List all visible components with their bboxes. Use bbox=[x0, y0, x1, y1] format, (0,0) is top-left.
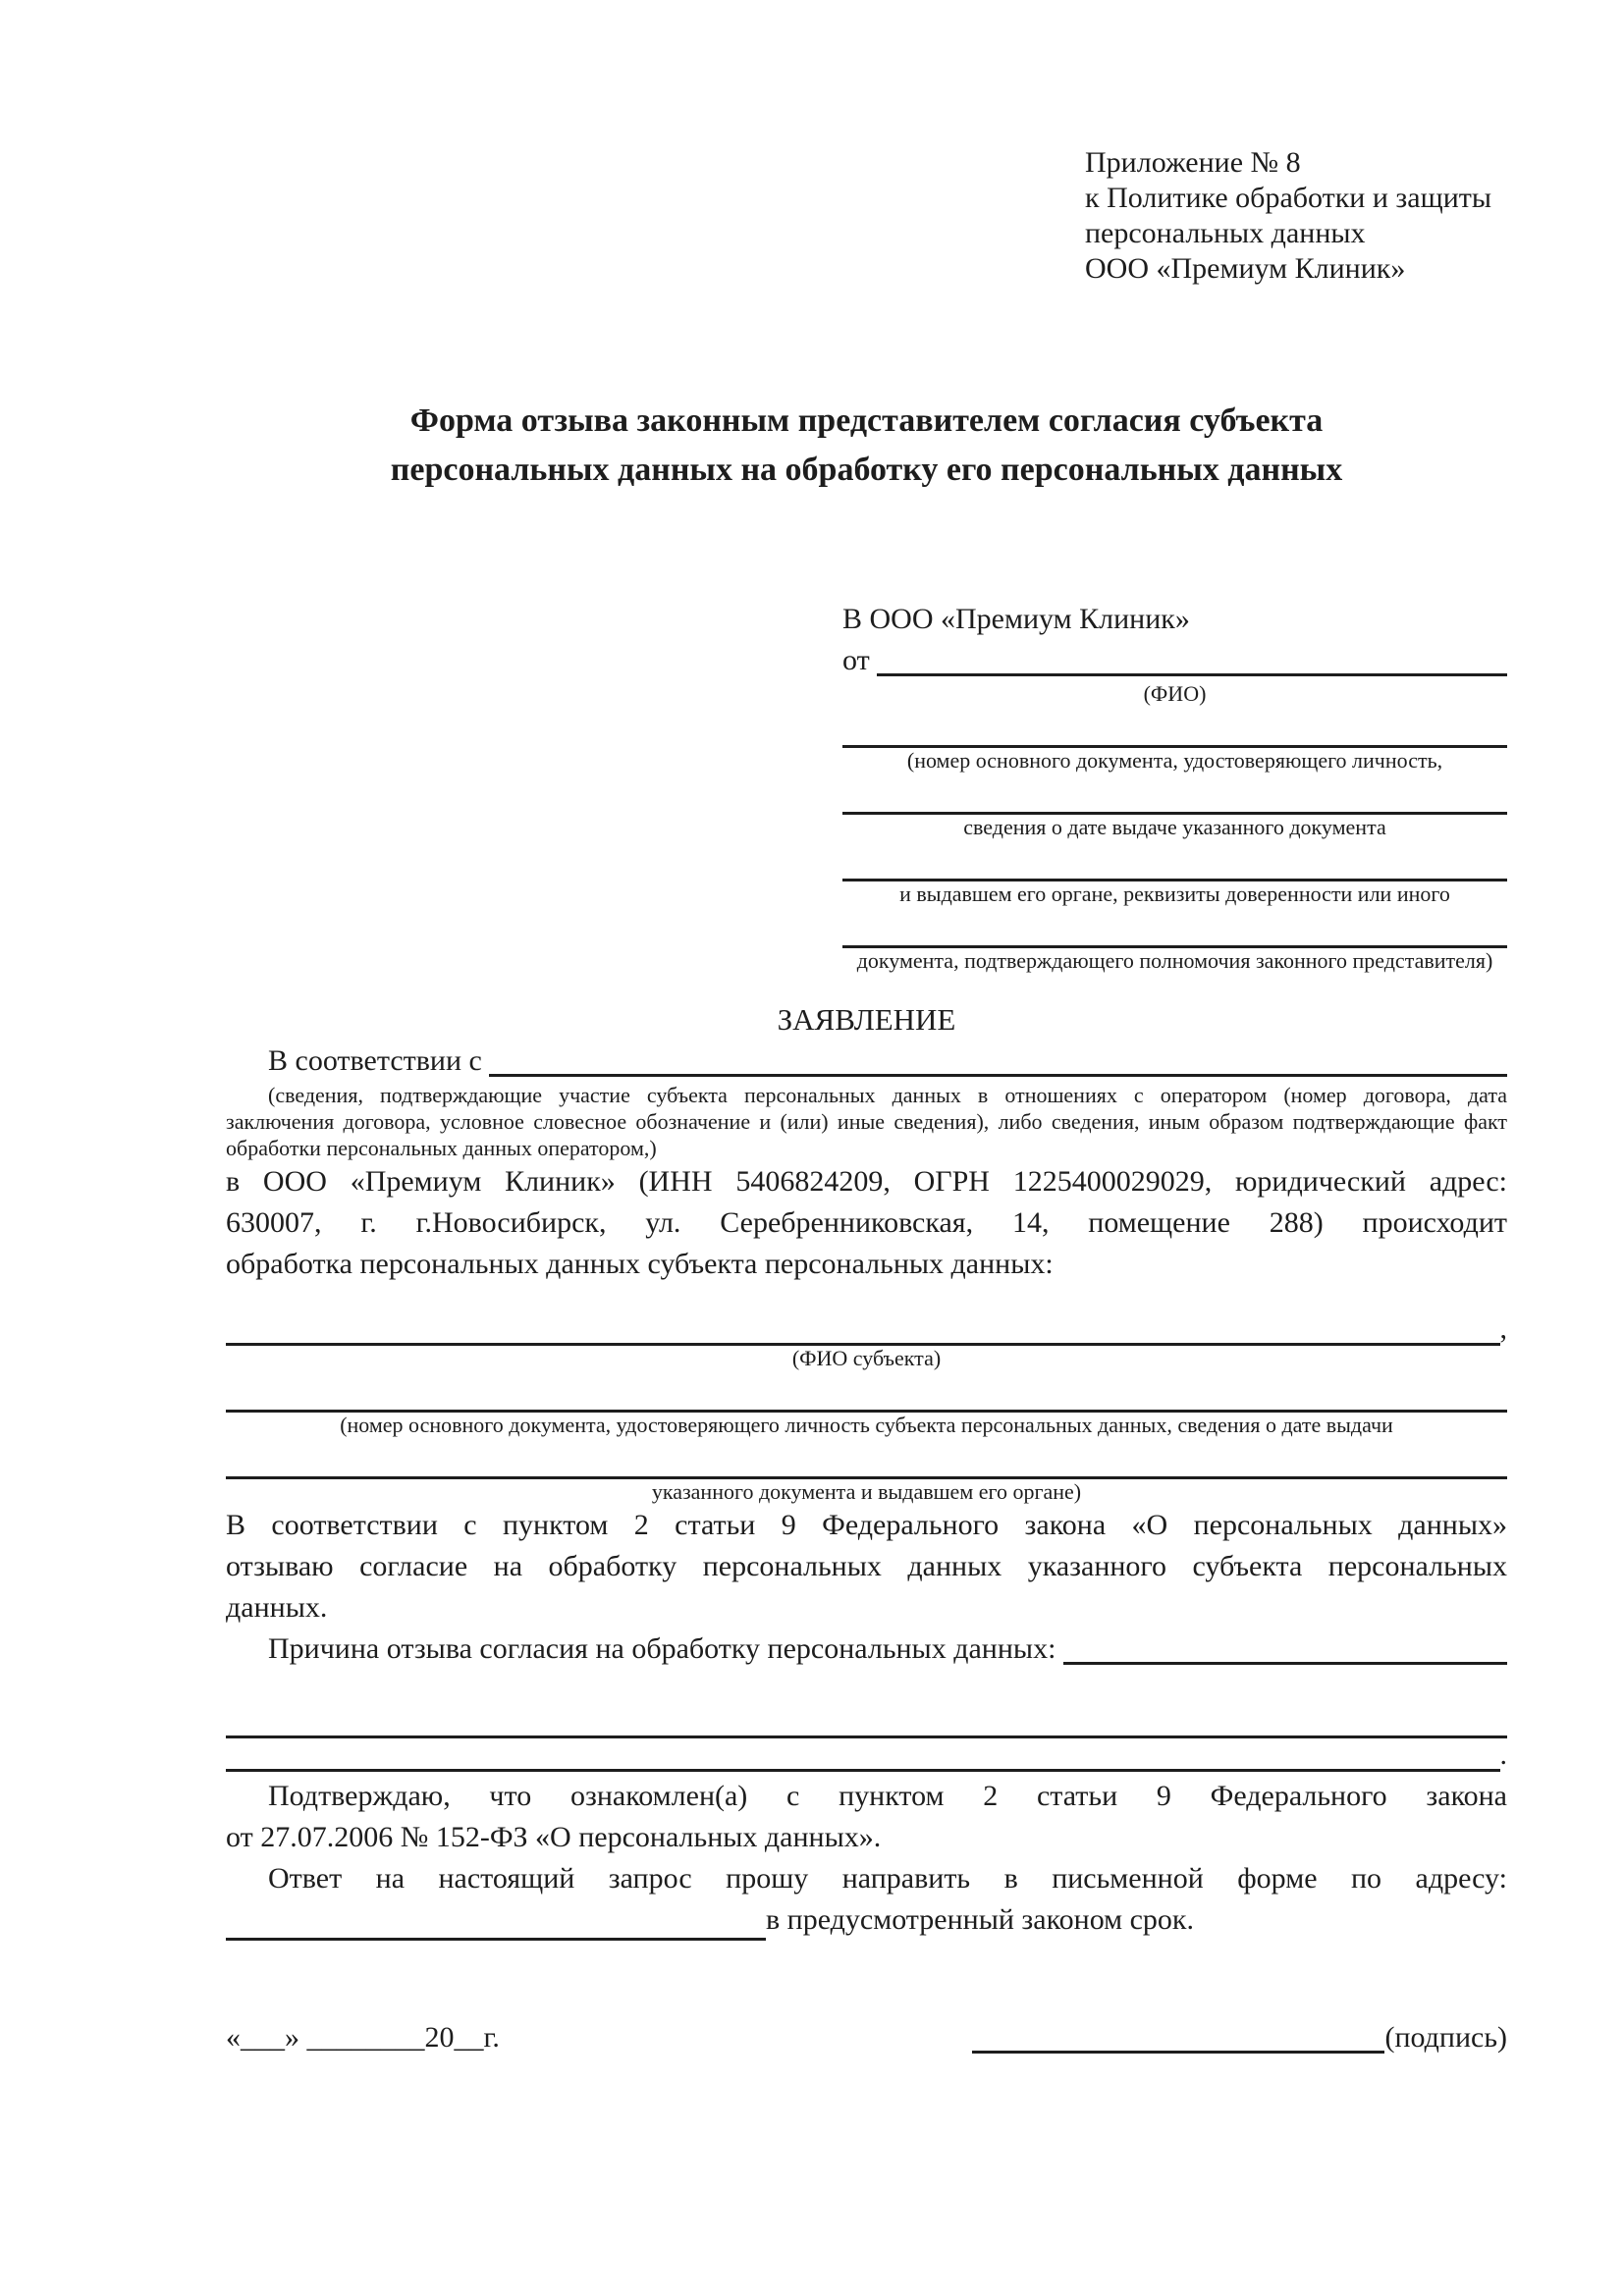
field-caption: (номер основного документа, удостоверяющего личность, bbox=[906, 748, 1443, 773]
addressee-field-row bbox=[842, 913, 1507, 974]
accordance-caption bbox=[226, 1082, 1507, 1161]
signature-caption: (подпись) bbox=[1384, 2021, 1507, 2054]
accordance-fill-line bbox=[489, 1073, 1507, 1077]
accordance-caption-line: обработки персональных данных оператором,) bbox=[226, 1136, 657, 1160]
signature-line bbox=[972, 2051, 1384, 2054]
reply-address-row bbox=[226, 1899, 1507, 1941]
statement-heading: ЗАЯВЛЕНИЕ bbox=[777, 1002, 956, 1037]
acknowledgement-paragraph bbox=[226, 1776, 1507, 1858]
addressee-field-row bbox=[842, 713, 1507, 774]
addressee-block bbox=[842, 599, 1507, 974]
from-fill-line bbox=[877, 672, 1507, 676]
appendix-line: к Политике обработки и защиты bbox=[1085, 182, 1492, 214]
field-write-line bbox=[842, 846, 1507, 881]
appendix-block bbox=[1085, 145, 1507, 287]
field-write-line bbox=[842, 713, 1507, 748]
field-caption: документа, подтверждающего полномочия законного представителя) bbox=[856, 948, 1493, 973]
title-line-2: персональных данных на обработку его персональных данных bbox=[390, 452, 1343, 488]
document-title bbox=[226, 397, 1507, 495]
reason-row bbox=[226, 1629, 1507, 1670]
reason-blank-line-1 bbox=[226, 1703, 1507, 1738]
signature-block bbox=[972, 2017, 1507, 2058]
reason-label: Причина отзыва согласия на обработку персональных данных: bbox=[268, 1632, 1063, 1665]
field-write-line bbox=[842, 913, 1507, 948]
date-line: «___» ________20__г. bbox=[226, 2021, 500, 2054]
appendix-line: персональных данных bbox=[1085, 217, 1366, 249]
appendix-line: ООО «Премиум Клиник» bbox=[1085, 252, 1406, 285]
accordance-caption-line: (сведения, подтверждающие участие субъекта персональных данных в отношениях с оператором (номер договора, дата bbox=[268, 1083, 1507, 1107]
operator-paragraph-line: 630007, г. г.Новосибирск, ул. Серебренниковская, 14, помещение 288) происходит bbox=[226, 1206, 1507, 1239]
appendix-line: Приложение № 8 bbox=[1085, 146, 1301, 179]
field-write-line bbox=[842, 779, 1507, 815]
reply-paragraph-line-1: Ответ на настоящий запрос прошу направить в письменной форме по адресу: bbox=[268, 1862, 1507, 1895]
operator-paragraph bbox=[226, 1161, 1507, 1285]
withdrawal-paragraph-line: В соответствии с пунктом 2 статьи 9 Федерального закона «О персональных данных» bbox=[226, 1509, 1507, 1541]
reason-blank-line-2 bbox=[226, 1768, 1500, 1772]
fio-caption: (ФИО) bbox=[1143, 681, 1207, 706]
accordance-label: В соответствии с bbox=[268, 1044, 490, 1077]
reply-paragraph-line-2: в предусмотренный законом срок. bbox=[766, 1903, 1194, 1936]
withdrawal-paragraph-line: отзываю согласие на обработку персональных данных указанного субъекта персональных bbox=[226, 1550, 1507, 1582]
subject-line-suffix: , bbox=[1499, 1312, 1507, 1345]
withdrawal-paragraph-line: данных. bbox=[226, 1591, 328, 1624]
reason-blank-line-2-row bbox=[226, 1738, 1507, 1772]
subject-doc-line-2 bbox=[226, 1444, 1507, 1479]
subject-doc-caption-2: указанного документа и выдавшем его органе) bbox=[651, 1479, 1082, 1504]
reply-address-line bbox=[226, 1905, 766, 1941]
subject-doc-line-1 bbox=[226, 1377, 1507, 1413]
addressee-to: В ООО «Премиум Клиник» bbox=[842, 603, 1190, 635]
withdrawal-paragraph bbox=[226, 1505, 1507, 1629]
title-line-1: Форма отзыва законным представителем согласия субъекта bbox=[409, 402, 1324, 439]
accordance-row bbox=[226, 1041, 1507, 1082]
from-row bbox=[842, 640, 1507, 681]
addressee-field-row bbox=[842, 846, 1507, 907]
operator-paragraph-line: в ООО «Премиум Клиник» (ИНН 5406824209, ОГРН 1225400029029, юридический адрес: bbox=[226, 1165, 1507, 1198]
acknowledgement-line-2: от 27.07.2006 № 152-ФЗ «О персональных данных». bbox=[226, 1821, 882, 1853]
footer bbox=[226, 2017, 1507, 2058]
field-caption: и выдавшем его органе, реквизиты доверенности или иного bbox=[899, 881, 1450, 906]
reason-line-suffix: . bbox=[1499, 1738, 1507, 1771]
subject-fio-row bbox=[226, 1312, 1507, 1346]
reason-fill-line bbox=[1063, 1661, 1507, 1665]
accordance-caption-line: заключения договора, условное словесное обозначение и (или) иные сведения), либо сведения, иным образом подтверждающие факт bbox=[226, 1109, 1507, 1134]
acknowledgement-line-1: Подтверждаю, что ознакомлен(а) с пунктом 2 статьи 9 Федерального закона bbox=[268, 1780, 1507, 1812]
subject-doc-caption-1: (номер основного документа, удостоверяющего личность субъекта персональных данных, сведения о дате выдачи bbox=[340, 1413, 1393, 1437]
subject-fio-caption: (ФИО субъекта) bbox=[791, 1346, 942, 1370]
operator-paragraph-line: обработка персональных данных субъекта персональных данных: bbox=[226, 1248, 1054, 1280]
from-label: от bbox=[842, 644, 878, 676]
addressee-field-row bbox=[842, 779, 1507, 840]
field-caption: сведения о дате выдаче указанного документа bbox=[963, 815, 1386, 839]
